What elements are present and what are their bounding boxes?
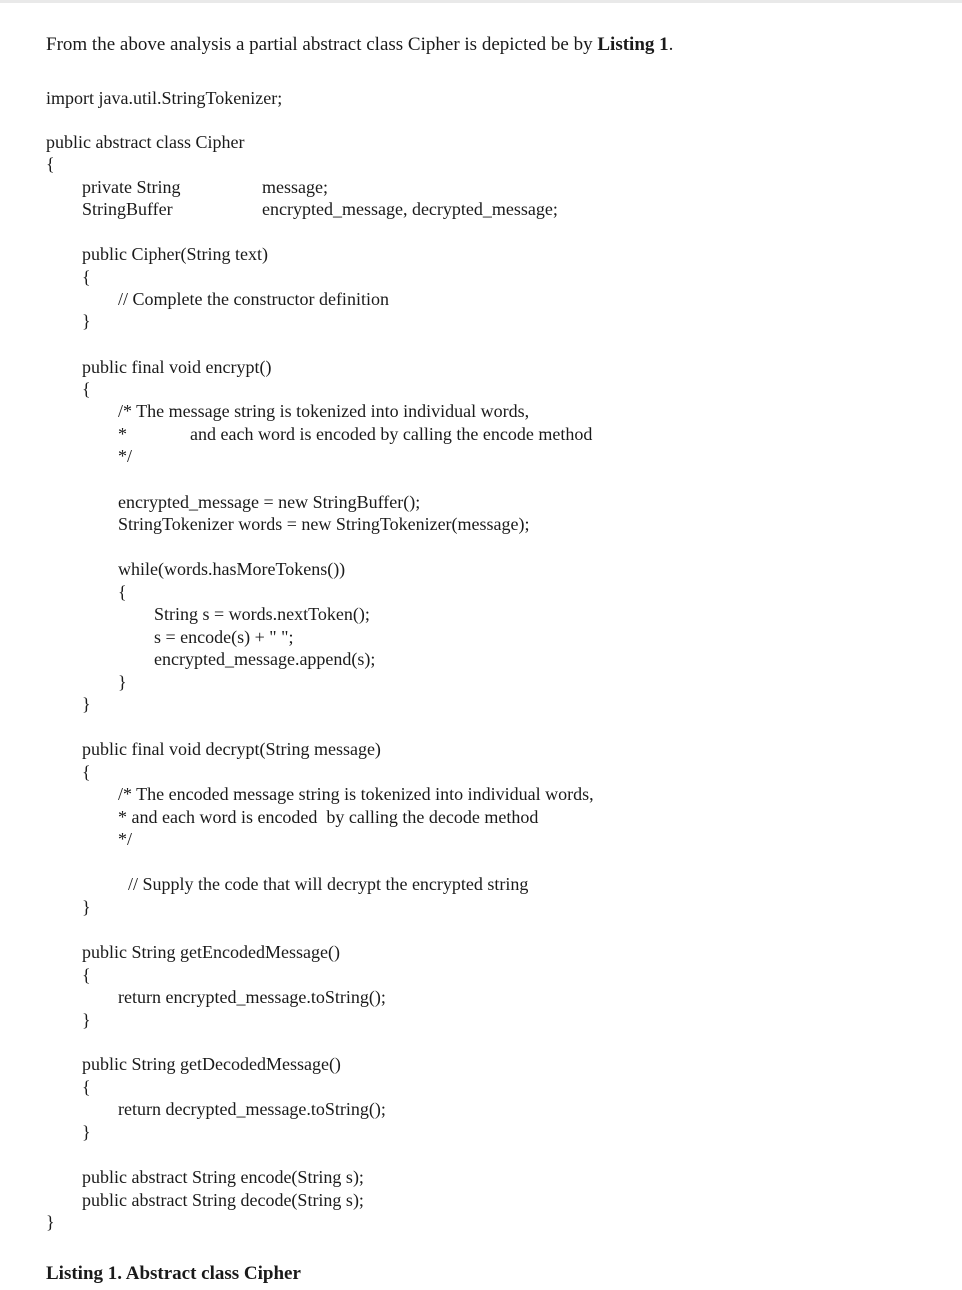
while-open-brace: { (118, 582, 127, 602)
intro-paragraph (46, 34, 673, 56)
decrypt-comment: // Supply the code that will decrypt the encrypted string (128, 874, 529, 894)
intro-text: From the above analysis a partial abstract class Cipher is depicted be by (46, 34, 598, 55)
constructor-close-brace: } (82, 311, 91, 331)
encrypt-open-brace: { (82, 379, 91, 399)
encrypt-comment-end: */ (118, 446, 133, 466)
encrypt-comment-star: * (118, 424, 127, 444)
class-declaration: public abstract class Cipher (46, 132, 245, 152)
abstract-encode: public abstract String encode(String s); (82, 1167, 364, 1187)
field-buffers-type: StringBuffer (82, 199, 173, 219)
intro-period: . (668, 34, 674, 55)
decrypt-comment-line-2: * and each word is encoded by calling the decode method (118, 807, 539, 827)
encrypt-statement-1: encrypted_message = new StringBuffer(); (118, 492, 421, 512)
import-line: import java.util.StringTokenizer; (46, 88, 283, 108)
decrypt-close-brace: } (82, 897, 91, 917)
while-statement-1: String s = words.nextToken(); (154, 604, 370, 624)
encrypt-comment-line-2: and each word is encoded by calling the encode method (190, 424, 593, 444)
get-encoded-declaration: public String getEncodedMessage() (82, 942, 340, 962)
intro-listing-ref: Listing 1 (597, 34, 669, 55)
while-statement-3: encrypted_message.append(s); (154, 649, 376, 669)
listing-caption: Listing 1. Abstract class Cipher (46, 1263, 301, 1284)
get-decoded-return: return decrypted_message.toString(); (118, 1099, 386, 1119)
decrypt-comment-line-1: /* The encoded message string is tokenized into individual words, (118, 784, 594, 804)
constructor-declaration: public Cipher(String text) (82, 244, 268, 264)
while-statement-2: s = encode(s) + " "; (154, 627, 294, 647)
encrypt-declaration: public final void encrypt() (82, 357, 272, 377)
decrypt-declaration: public final void decrypt(String message) (82, 739, 381, 759)
get-encoded-close-brace: } (82, 1010, 91, 1030)
class-close-brace: } (46, 1212, 55, 1232)
encrypt-statement-2: StringTokenizer words = new StringTokenizer(message); (118, 514, 530, 534)
encrypt-comment-line-1: /* The message string is tokenized into individual words, (118, 401, 530, 421)
get-decoded-open-brace: { (82, 1077, 91, 1097)
while-line: while(words.hasMoreTokens()) (118, 559, 346, 579)
encrypt-close-brace: } (82, 694, 91, 714)
field-message-type: private String (82, 177, 181, 197)
while-close-brace: } (118, 672, 127, 692)
get-encoded-return: return encrypted_message.toString(); (118, 987, 386, 1007)
class-open-brace: { (46, 154, 55, 174)
constructor-open-brace: { (82, 267, 91, 287)
constructor-comment: // Complete the constructor definition (118, 289, 389, 309)
abstract-decode: public abstract String decode(String s); (82, 1190, 364, 1210)
get-decoded-declaration: public String getDecodedMessage() (82, 1054, 341, 1074)
get-encoded-open-brace: { (82, 965, 91, 985)
field-buffers-names: encrypted_message, decrypted_message; (262, 199, 558, 219)
decrypt-comment-end: */ (118, 829, 133, 849)
field-message-name: message; (262, 177, 328, 197)
top-divider (0, 0, 962, 3)
decrypt-open-brace: { (82, 762, 91, 782)
get-decoded-close-brace: } (82, 1122, 91, 1142)
